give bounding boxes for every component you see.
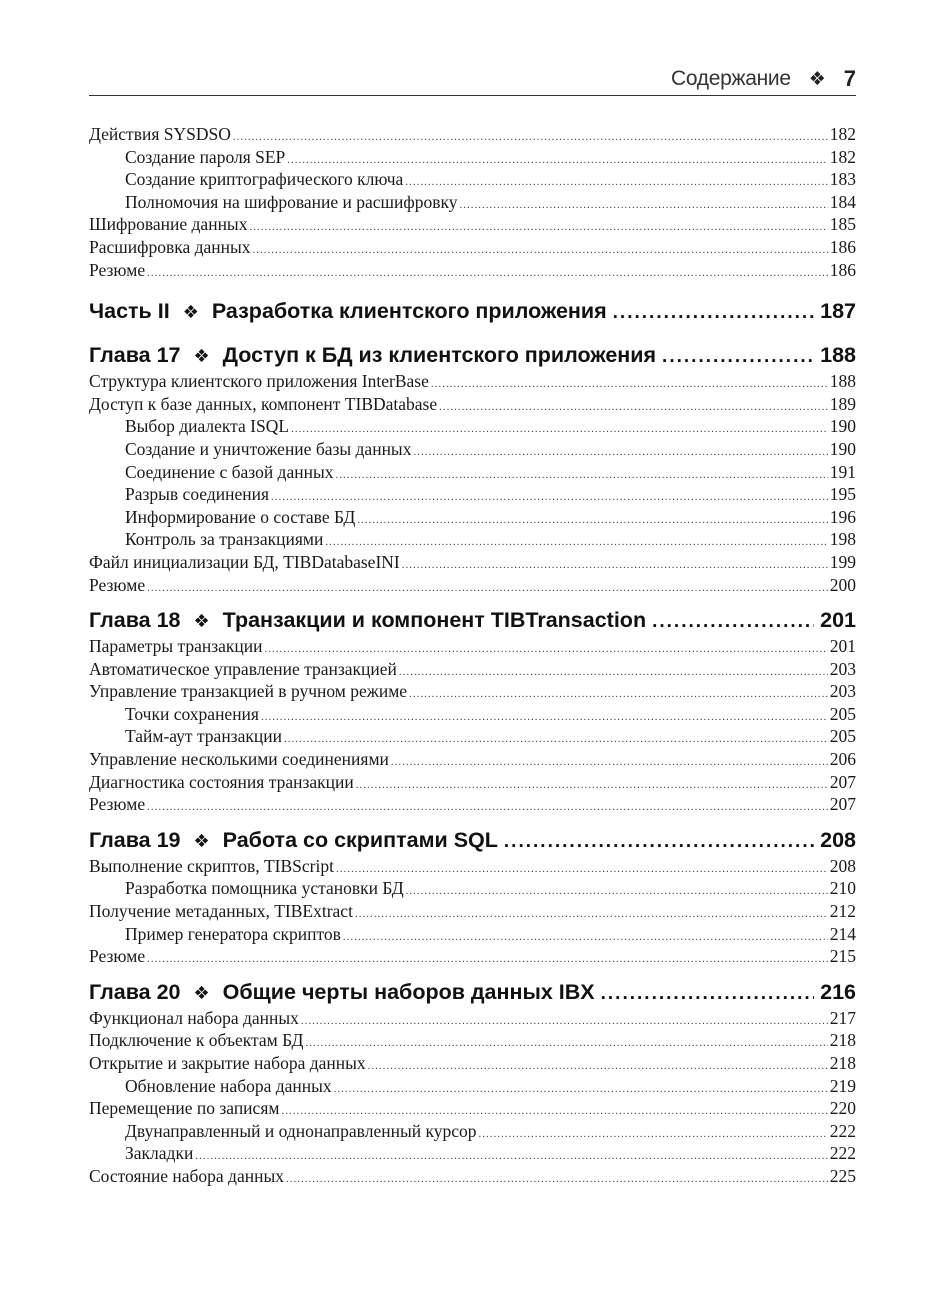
toc-entry[interactable] xyxy=(89,551,856,574)
toc-entry-page: 210 xyxy=(829,878,856,899)
chapter-heading[interactable] xyxy=(89,340,856,370)
toc-entry-title: Контроль за транзакциями xyxy=(125,529,324,550)
toc-leader xyxy=(334,1078,828,1101)
toc-entry-title: Действия SYSDSO xyxy=(89,124,231,144)
toc-entry-page: 205 xyxy=(829,703,856,724)
toc-leader xyxy=(478,1123,827,1146)
toc-chapter-18 xyxy=(89,635,856,816)
part-page: 187 xyxy=(820,299,856,324)
toc-leader xyxy=(439,396,828,419)
toc-chapter-19 xyxy=(89,855,856,968)
toc-entry-page: 214 xyxy=(829,923,856,944)
toc-leader xyxy=(652,607,814,637)
toc-entry-page: 182 xyxy=(829,146,856,167)
toc-chapter-17 xyxy=(89,370,856,596)
toc-entry[interactable] xyxy=(89,1120,856,1143)
chapter-heading[interactable] xyxy=(89,825,856,855)
toc-leader xyxy=(336,858,828,881)
toc-entry-page: 190 xyxy=(829,438,856,459)
toc-entry-title: Выполнение скриптов, TIBScript xyxy=(89,855,334,876)
toc-entry-title: Разрыв соединения xyxy=(125,484,270,505)
toc-leader xyxy=(355,903,828,926)
toc-entry-page: 217 xyxy=(829,1007,856,1028)
toc-entry[interactable] xyxy=(89,574,856,597)
toc-entry[interactable] xyxy=(89,635,856,658)
toc-entry-page: 185 xyxy=(829,214,856,235)
page-number: 7 xyxy=(843,65,856,91)
toc-entry-page: 212 xyxy=(829,901,856,922)
toc-leader xyxy=(409,683,828,706)
toc-entry-page: 218 xyxy=(829,1030,856,1051)
toc-entry-page: 215 xyxy=(829,946,856,967)
toc-entry-title: Обновление набора данных xyxy=(125,1075,332,1096)
toc-entry-page: 222 xyxy=(829,1120,856,1141)
toc-entry[interactable] xyxy=(89,1097,856,1120)
toc-entry[interactable] xyxy=(89,1029,856,1052)
toc-entry[interactable] xyxy=(89,703,856,726)
toc-entry-title: Автоматическое управление транзакцией xyxy=(89,658,397,679)
chapter-label: Глава 19 xyxy=(89,827,181,852)
toc-entry-title: Точки сохранения xyxy=(125,703,259,724)
chapter-label: Глава 18 xyxy=(89,608,181,633)
toc-entry[interactable] xyxy=(89,123,856,146)
chapter-heading[interactable] xyxy=(89,977,856,1007)
toc-entry-title: Состояние набора данных xyxy=(89,1165,284,1186)
toc-leader xyxy=(195,1145,827,1168)
toc-entry-title: Параметры транзакции xyxy=(89,636,263,657)
toc-leader xyxy=(147,262,828,285)
toc-entry[interactable] xyxy=(89,748,856,771)
chapter-label: Глава 20 xyxy=(89,979,181,1004)
toc-entry[interactable] xyxy=(89,146,856,169)
toc-entry[interactable] xyxy=(89,1052,856,1075)
toc-entry[interactable] xyxy=(89,1165,856,1188)
toc-entry-title: Файл инициализации БД, TIBDatabaseINI xyxy=(89,551,400,572)
toc-entry[interactable] xyxy=(89,236,856,259)
toc-entry[interactable] xyxy=(89,1007,856,1030)
chapter-heading[interactable] xyxy=(89,605,856,635)
toc-entry-title: Разработка помощника установки БД xyxy=(125,878,404,899)
toc-entry[interactable] xyxy=(89,900,856,923)
toc-leader xyxy=(431,373,828,396)
toc-leader xyxy=(504,827,814,857)
toc-entry-page: 201 xyxy=(829,636,856,657)
toc-entry[interactable] xyxy=(89,415,856,438)
toc-entry-title: Создание криптографического ключа xyxy=(125,169,404,190)
toc-leader xyxy=(391,751,828,774)
toc-leader xyxy=(402,554,828,577)
toc-entry-title: Пример генератора скриптов xyxy=(125,923,341,944)
toc-entry[interactable] xyxy=(89,923,856,946)
toc-leader xyxy=(357,509,827,532)
ornament-icon: ❖ xyxy=(182,302,199,324)
toc-entry-title: Создание пароля SEP xyxy=(125,146,286,167)
toc-leader xyxy=(249,216,827,239)
toc-leader xyxy=(459,194,827,217)
ornament-icon: ❖ xyxy=(193,982,210,1004)
toc-entry-title: Выбор диалекта ISQL xyxy=(125,416,290,437)
toc-entry[interactable] xyxy=(89,461,856,484)
toc-entry[interactable] xyxy=(89,1142,856,1165)
toc-section-pre xyxy=(89,123,856,281)
toc-leader xyxy=(305,1032,827,1055)
toc-entry-page: 184 xyxy=(829,191,856,212)
toc-entry-title: Управление несколькими соединениями xyxy=(89,749,389,770)
toc-entry-page: 219 xyxy=(829,1075,856,1096)
toc-entry-page: 182 xyxy=(829,124,856,144)
toc-entry[interactable] xyxy=(89,370,856,393)
toc-leader xyxy=(413,441,827,464)
toc-entry[interactable] xyxy=(89,1075,856,1098)
toc-leader xyxy=(399,661,828,684)
chapter-title: Доступ к БД из клиентского приложения xyxy=(222,343,657,368)
part-label: Часть II xyxy=(89,299,170,324)
toc-entry-title: Закладки xyxy=(125,1143,194,1164)
toc-entry-title: Управление транзакцией в ручном режиме xyxy=(89,681,408,702)
toc-entry[interactable] xyxy=(89,855,856,878)
chapter-page: 208 xyxy=(820,827,856,852)
toc-leader xyxy=(601,979,815,1009)
toc-entry-title: Создание и уничтожение базы данных xyxy=(125,438,412,459)
toc-entry-page: 190 xyxy=(829,416,856,437)
toc-leader xyxy=(406,880,828,903)
toc-entry-page: 218 xyxy=(829,1053,856,1073)
toc-leader xyxy=(662,342,814,372)
chapter-page: 188 xyxy=(820,343,856,368)
toc-entry-page: 196 xyxy=(829,506,856,527)
toc-entry-page: 220 xyxy=(829,1098,856,1119)
running-head-title: Содержание xyxy=(670,66,791,90)
ornament-icon: ❖ xyxy=(193,830,210,852)
toc-entry-title: Доступ к базе данных, компонент TIBDatabase xyxy=(89,393,438,414)
toc-entry-page: 183 xyxy=(829,169,856,190)
chapter-page: 201 xyxy=(820,608,856,633)
toc-entry-page: 208 xyxy=(829,855,856,876)
toc-leader xyxy=(286,1168,828,1191)
toc-leader xyxy=(147,948,828,971)
toc-entry[interactable] xyxy=(89,259,856,282)
toc-entry-page: 206 xyxy=(829,749,856,770)
toc-entry-title: Получение метаданных, TIBExtract xyxy=(89,901,353,922)
ornament-icon: ❖ xyxy=(808,67,826,90)
toc-entry-page: 207 xyxy=(829,771,856,792)
toc-entry[interactable] xyxy=(89,725,856,748)
toc-entry-page: 205 xyxy=(829,726,856,747)
toc-entry-page: 195 xyxy=(829,484,856,505)
toc-entry-title: Резюме xyxy=(89,946,146,967)
toc-leader xyxy=(147,796,828,819)
toc-entry-title: Функционал набора данных xyxy=(89,1007,299,1028)
toc-leader xyxy=(147,577,828,600)
toc-entry-page: 189 xyxy=(829,393,856,414)
toc-entry[interactable] xyxy=(89,483,856,506)
toc-entry[interactable] xyxy=(89,528,856,551)
toc-entry-page: 207 xyxy=(829,794,856,815)
toc-leader xyxy=(335,464,827,487)
toc-chapter-20 xyxy=(89,1007,856,1188)
toc-leader xyxy=(325,531,827,554)
toc-entry-page: 188 xyxy=(829,371,856,392)
toc-entry-title: Расшифровка данных xyxy=(89,236,251,257)
part-title: Разработка клиентского приложения xyxy=(211,299,607,324)
part-heading[interactable] xyxy=(89,296,856,326)
table-of-contents xyxy=(89,123,856,1188)
toc-entry-title: Соединение с базой данных xyxy=(125,461,334,482)
toc-entry[interactable] xyxy=(89,213,856,236)
toc-entry-page: 203 xyxy=(829,658,856,679)
toc-entry-page: 198 xyxy=(829,529,856,550)
toc-entry-title: Подключение к объектам БД xyxy=(89,1030,304,1051)
toc-entry-page: 225 xyxy=(829,1165,856,1186)
ornament-icon: ❖ xyxy=(193,346,210,368)
toc-leader xyxy=(356,774,828,797)
chapter-title: Работа со скриптами SQL xyxy=(222,827,498,852)
toc-leader xyxy=(261,706,828,729)
toc-entry-title: Открытие и закрытие набора данных xyxy=(89,1053,366,1073)
toc-entry-title: Резюме xyxy=(89,794,146,815)
toc-entry-page: 203 xyxy=(829,681,856,702)
toc-entry-page: 186 xyxy=(829,236,856,257)
toc-entry[interactable] xyxy=(89,168,856,191)
toc-leader xyxy=(405,171,827,194)
ornament-icon: ❖ xyxy=(193,611,210,633)
toc-entry-title: Резюме xyxy=(89,259,146,280)
toc-leader xyxy=(301,1010,828,1033)
chapter-label: Глава 17 xyxy=(89,343,181,368)
chapter-page: 216 xyxy=(820,979,856,1004)
toc-entry-title: Резюме xyxy=(89,574,146,595)
toc-entry-page: 200 xyxy=(829,574,856,595)
toc-entry-title: Тайм-аут транзакции xyxy=(125,726,282,747)
toc-entry-page: 186 xyxy=(829,259,856,280)
toc-entry-title: Перемещение по записям xyxy=(89,1098,280,1119)
toc-entry-title: Диагностика состояния транзакции xyxy=(89,771,354,792)
toc-entry[interactable] xyxy=(89,877,856,900)
toc-leader xyxy=(368,1055,828,1078)
toc-entry[interactable] xyxy=(89,680,856,703)
toc-entry-title: Полномочия на шифрование и расшифровку xyxy=(125,191,458,212)
chapter-title: Транзакции и компонент TIBTransaction xyxy=(222,608,647,633)
toc-entry-page: 199 xyxy=(829,551,856,572)
chapter-title: Общие черты наборов данных IBX xyxy=(222,979,595,1004)
toc-leader xyxy=(233,126,828,149)
toc-entry[interactable] xyxy=(89,191,856,214)
toc-entry[interactable] xyxy=(89,658,856,681)
toc-leader xyxy=(343,926,828,949)
toc-entry-title: Структура клиентского приложения InterBase xyxy=(89,371,429,392)
toc-entry-title: Шифрование данных xyxy=(89,214,248,235)
running-head xyxy=(89,62,856,96)
toc-entry-page: 222 xyxy=(829,1143,856,1164)
toc-entry[interactable] xyxy=(89,793,856,816)
toc-entry[interactable] xyxy=(89,393,856,416)
toc-entry[interactable] xyxy=(89,438,856,461)
toc-entry-title: Двунаправленный и однонаправленный курсор xyxy=(125,1120,477,1141)
toc-entry-title: Информирование о составе БД xyxy=(125,506,356,527)
toc-entry-page: 191 xyxy=(829,461,856,482)
toc-entry[interactable] xyxy=(89,945,856,968)
toc-leader xyxy=(253,239,828,262)
toc-leader xyxy=(613,298,814,328)
toc-entry[interactable] xyxy=(89,771,856,794)
toc-entry[interactable] xyxy=(89,506,856,529)
